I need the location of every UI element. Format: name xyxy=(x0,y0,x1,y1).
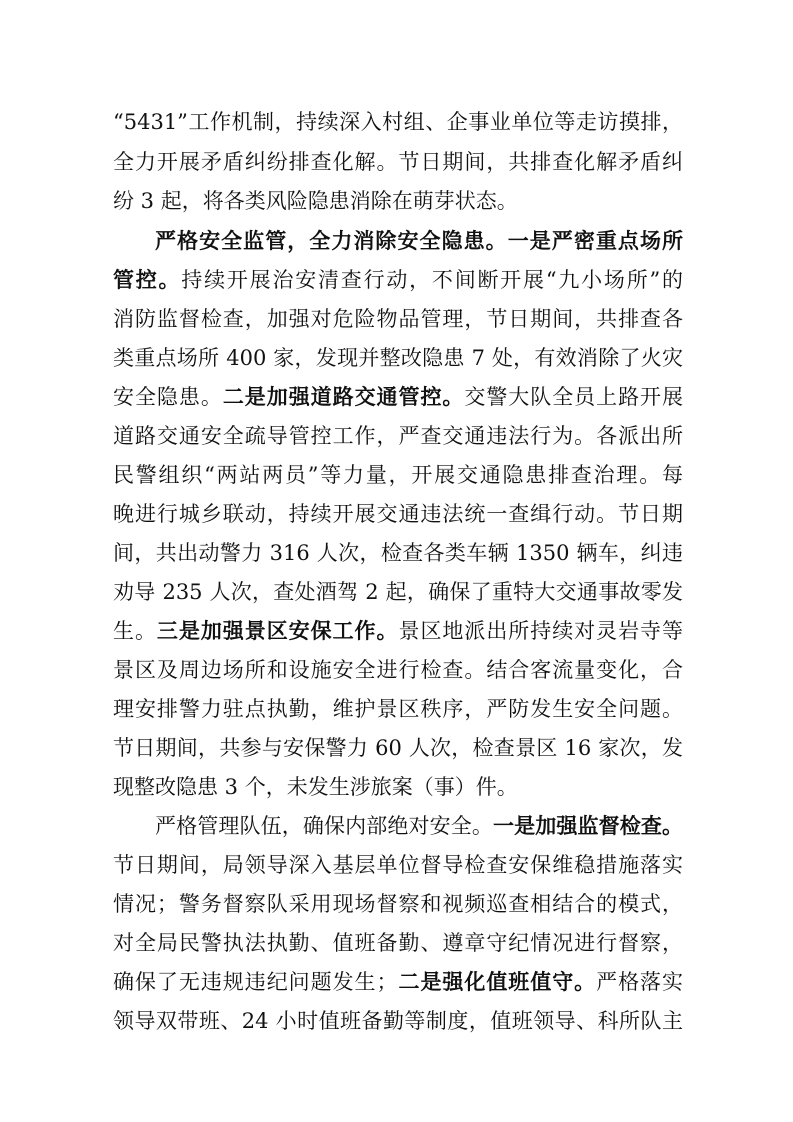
text-line-24 xyxy=(113,1009,683,1033)
text-segment: “5431”工作机制，持续深入村组、企事业单位等走访摸排， xyxy=(113,110,683,134)
paragraph-heading: 严格管理队伍，确保内部绝对安全。 xyxy=(155,814,493,838)
text-segment: 节日期间，局领导深入基层单位督导检查安保维稳措施落实 xyxy=(113,853,683,877)
subheading: 管控。 xyxy=(113,268,182,292)
text-line-13 xyxy=(113,580,683,604)
text-segment: 景区及周边场所和设施安全进行检查。结合客流量变化，合 xyxy=(113,658,683,682)
text-segment: 消防监督检查，加强对危险物品管理，节日期间，共排查各 xyxy=(113,307,683,331)
text-segment: 安全隐患。 xyxy=(113,385,223,409)
text-line-5 xyxy=(113,268,683,292)
text-line-2 xyxy=(113,150,683,174)
text-line-11 xyxy=(113,502,683,526)
text-line-14 xyxy=(113,619,683,643)
text-segment: 道路交通安全疏导管控工作，严查交通违法行为。各派出所 xyxy=(113,424,683,448)
paragraph-heading: 严格安全监管，全力消除安全隐患。 xyxy=(155,229,508,253)
text-segment: 节日期间，共参与安保警力 60 人次，检查景区 16 家次，发 xyxy=(113,736,683,760)
text-segment: 理安排警力驻点执勤，维护景区秩序，严防发生安全问题。 xyxy=(113,697,683,721)
text-line-20 xyxy=(113,853,683,877)
text-line-6 xyxy=(113,307,683,331)
text-segment: 交警大队全员上路开展 xyxy=(464,385,683,409)
text-segment: 持续开展治安清查行动，不间断开展“九小场所”的 xyxy=(181,268,683,292)
text-segment: 晚进行城乡联动，持续开展交通违法统一查缉行动。节日期 xyxy=(113,502,683,526)
text-segment: 确保了无违规违纪问题发生； xyxy=(113,970,398,994)
text-segment: 景区地派出所持续对灵岩寺等 xyxy=(398,619,683,643)
text-segment: 对全局民警执法执勤、值班备勤、遵章守纪情况进行督察， xyxy=(113,931,683,955)
subheading: 二是加强道路交通管控。 xyxy=(222,385,465,409)
text-line-22 xyxy=(113,931,683,955)
text-line-16 xyxy=(113,697,683,721)
text-line-23 xyxy=(113,970,683,994)
text-segment: 情况；警务督察队采用现场督察和视频巡查相结合的模式， xyxy=(113,892,683,916)
text-line-18 xyxy=(113,775,683,799)
text-line-19 xyxy=(155,814,683,838)
text-segment: 领导双带班、24 小时值班备勤等制度，值班领导、科所队主 xyxy=(113,1009,683,1033)
subheading: 一是严密重点场所 xyxy=(507,229,683,253)
text-line-12 xyxy=(113,541,683,565)
text-line-8 xyxy=(113,385,683,409)
subheading: 一是加强监督检查。 xyxy=(493,814,683,838)
text-line-15 xyxy=(113,658,683,682)
text-line-4 xyxy=(155,229,683,253)
text-line-7 xyxy=(113,346,683,370)
text-line-21 xyxy=(113,892,683,916)
text-segment: 生。 xyxy=(113,619,157,643)
text-line-1 xyxy=(113,110,683,134)
text-line-10 xyxy=(113,463,683,487)
text-segment: 严格落实 xyxy=(596,970,683,994)
text-line-17 xyxy=(113,736,683,760)
text-segment: 现整改隐患 3 个，未发生涉旅案（事）件。 xyxy=(113,775,518,799)
text-segment: 间，共出动警力 316 人次，检查各类车辆 1350 辆车，纠违 xyxy=(113,541,683,565)
text-segment: 纷 3 起，将各类风险隐患消除在萌芽状态。 xyxy=(113,189,518,213)
text-segment: 劝导 235 人次，查处酒驾 2 起，确保了重特大交通事故零发 xyxy=(113,580,683,604)
text-segment: 全力开展矛盾纠纷排查化解。节日期间，共排查化解矛盾纠 xyxy=(113,150,683,174)
text-segment: 类重点场所 400 家，发现并整改隐患 7 处，有效消除了火灾 xyxy=(113,346,683,370)
text-line-3 xyxy=(113,189,683,213)
text-line-9 xyxy=(113,424,683,448)
subheading: 三是加强景区安保工作。 xyxy=(156,619,399,643)
subheading: 二是强化值班值守。 xyxy=(397,970,597,994)
text-segment: 民警组织“两站两员”等力量，开展交通隐患排查治理。每 xyxy=(113,463,683,487)
